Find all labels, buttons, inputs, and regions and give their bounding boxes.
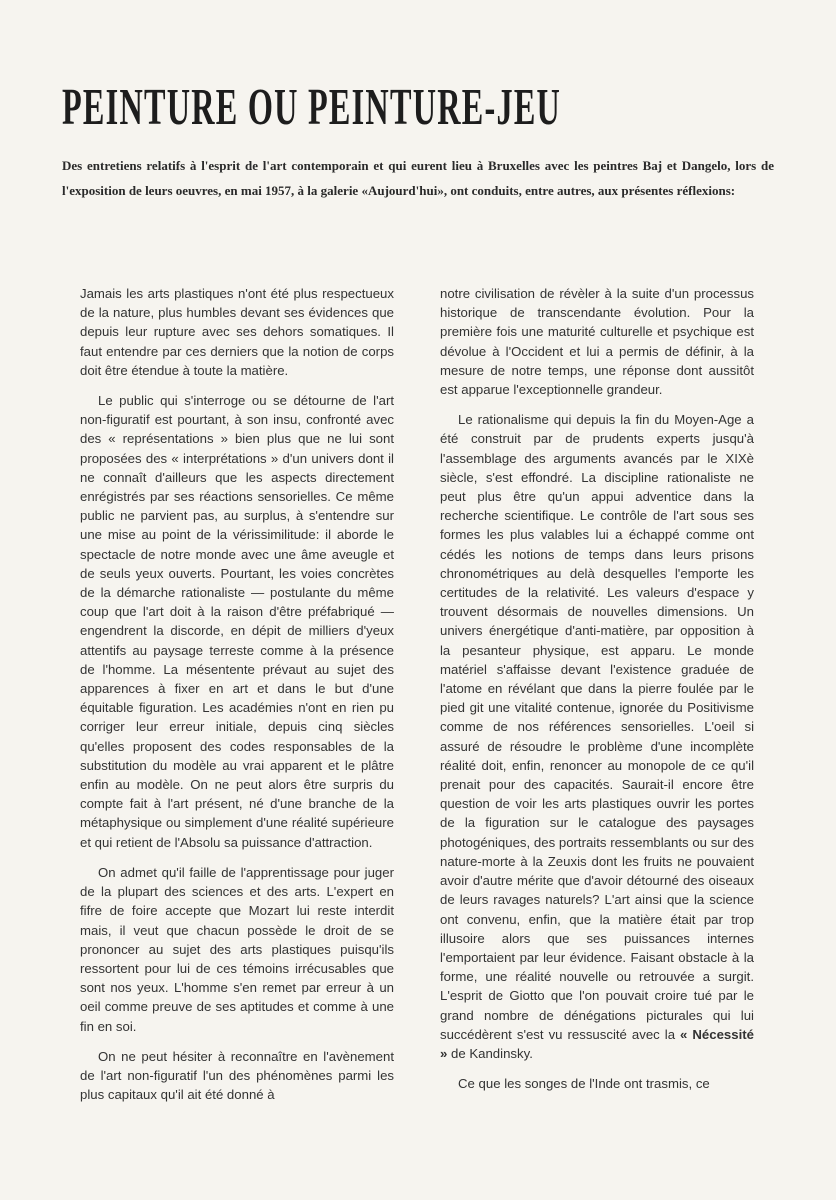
page-title: PEINTURE OU PEINTURE-JEU <box>62 79 562 136</box>
emphasis-text: « Nécessité » <box>440 1026 754 1061</box>
right-column <box>440 284 754 1104</box>
paragraph <box>440 410 754 1063</box>
paragraph: On ne peut hésiter à reconnaître en l'avènement de l'art non-figuratif l'un des phénomènes parmi les plus capitaux qu'il ait été donné à <box>80 1048 394 1103</box>
paragraph: Jamais les arts plastiques n'ont été plus respectueux de la nature, plus humbles devant ses évidences que depuis leur rupture avec ses dehors somatiques. Il faut entendre par ces derniers que la notion de corps doit être étendue à toute la matière. <box>80 286 394 378</box>
paragraph: On admet qu'il faille de l'apprentissage pour juger de la plupart des sciences et des arts. L'expert en fifre de foire accepte que Mozart lui reste interdit mais, il veut que chacun possède le droit de se prononcer au sujet des arts plastiques puisqu'ils ressortent pour lui de ces témoins irrécusables que sont nos yeux. L'homme s'en remet par erreur à un oeil comme preuve de ses aptitudes et comme à une fin en soi. <box>80 864 394 1034</box>
paragraph: notre civilisation de révèler à la suite d'un processus historique de transcendante évolution. Pour la première fois une maturité culturelle et psychique est dévolue à l'Occident et lui a permis de définir, à la mesure de notre temps, une réponse dont aussitôt est apparue l'exceptionnelle grandeur. <box>440 286 754 398</box>
left-column <box>80 284 394 1115</box>
paragraph-text: Le rationalisme qui depuis la fin du Moyen-Age a été construit par de prudents experts jusqu'à l'assemblage des arguments avancés par le XIXè siècle, s'est effondré. La discipline rationaliste ne peut plus être qu'un appui adventice dans la recherche scientifique. Le contrôle de l'art sous ses formes les plus valables lui a échappé comme ont cédés les notions de temps dans leurs prisons chronométriques au delà desquelles l'emporte les certitudes de la relativité. Les valeurs d'espace y trouvent désormais de nouvelles dimensions. Un univers énergétique d'anti-matière, par opposition à la pesanteur physique, est apparu. Le monde matériel s'affaisse devant l'existence graduée de l'atome en révélant que dans la pierre foulée par le pied git une vitalité contenue, ignorée du Positivisme comme de nos références sensorielles. L'oeil si assuré de résoudre le problème d'une incomplète réalité doit, enfin, renoncer au monopole de ce qu'il prenait pour des capacités. Saurait-il encore être question de voir les arts plastiques ouvrir les portes de la figuration sur le catalogue des paysages photogéniques, des portraits ressemblants ou sur des nature-morte à la Zeuxis dont les fruits ne pouvaient avoir d'autre mérite que d'avoir détourné des oiseaux de leurs ravages naturels? L'art ainsi que la science ont convenu, enfin, que la matière était par trop illusoire alors que ses puissances internes l'emportaient par leur évidence. Faisant obstacle à la forme, une réalité nouvelle ou retrouvée a surgit. L'esprit de Giotto que l'on pouvait croire tué par le grand nombre de dénégations picturales qui lui succédèrent s'est vu ressuscité avec la <box>440 412 754 1042</box>
paragraph-text: de Kandinsky. <box>447 1045 533 1061</box>
intro-paragraph: Des entretiens relatifs à l'esprit de l'art contemporain et qui eurent lieu à Bruxelles avec les peintres Baj et Dangelo, lors de l'exposition de leurs oeuvres, en mai 1957, à la galerie «Aujourd'hui», ont conduits, entre autres, aux présentes réflexions: <box>62 158 774 198</box>
paragraph: Ce que les songes de l'Inde ont trasmis, ce <box>458 1076 710 1092</box>
paragraph: Le public qui s'interroge ou se détourne de l'art non-figuratif est pourtant, à son insu, confronté avec des « représentations » bien plus que ne lui sont proposées des « interprétations » d'un univers dont il ne connaît d'ailleurs que les aspects directement enrégistrés par ses réactions sensorielles. Ce même public ne parvient pas, au surplus, à s'entendre sur une mise au point de la vérissimilitude: il aborde le spectacle de notre monde avec une âme aveugle et de seuls yeux ouverts. Pourtant, les voies concrètes de la démarche rationaliste — postulante du même coup que l'art doit à la raison d'être préfabriqué — engendrent la discorde, en dépit de milliers d'yeux attentifs au paysage terreste comme à la présence de l'homme. La mésentente prévaut au sujet des apparences à fixer en art et dans le but d'une équitable figuration. Les académies n'ont en rien pu corriger leur erreur initiale, depuis cinq siècles qu'elles proposent des codes responsables de la substitution du modèle au vrai apparent et le plâtre enfin au modèle. On ne peut alors être surpris du compte fait à l'art présent, né d'une branche de la métaphysique ou simplement d'une réalité supérieure et qui retient de l'Absolu sa puissance d'attraction. <box>80 393 394 850</box>
